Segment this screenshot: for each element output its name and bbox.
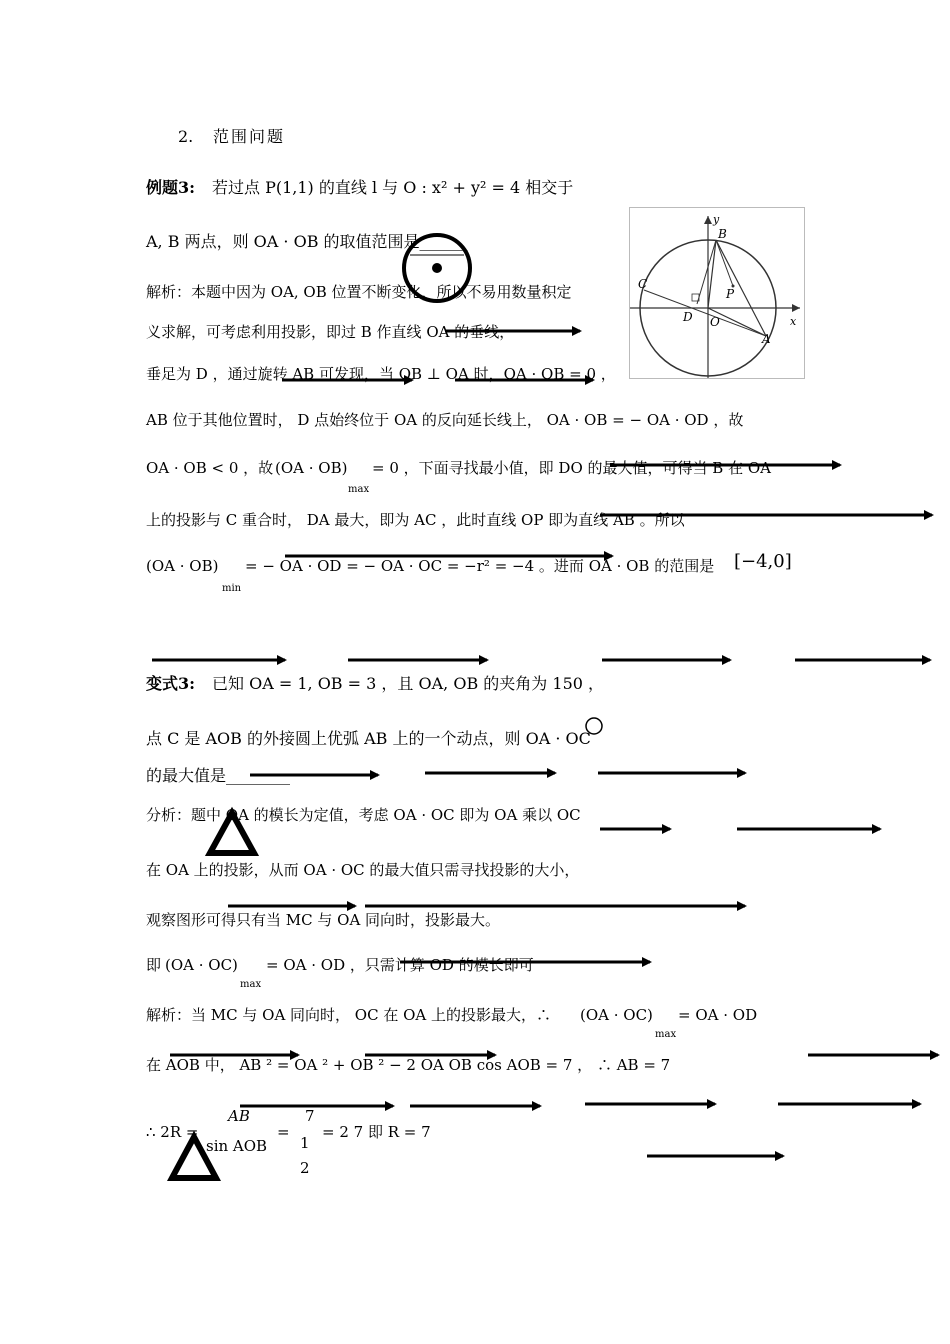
equals-sign: = bbox=[277, 1123, 290, 1141]
small-circle-icon bbox=[586, 718, 602, 734]
section-title: 范围问题 bbox=[213, 127, 286, 146]
solution-line-6: 上的投影与 C 重合时， DA 最大，即为 AC ，此时直线 OP 即为直线 AB 。所以 bbox=[146, 511, 685, 529]
fraction2-denominator: 2 bbox=[300, 1159, 310, 1177]
fig-label-b: B bbox=[718, 227, 727, 241]
subscript-max-1: max bbox=[348, 484, 370, 495]
solution-line-7b: = − OA · OD = − OA · OC = −r² = −4 。进而 OA · OB 的范围是 bbox=[245, 557, 715, 575]
analysis-line-1: 分析：题中 OA 的模长为定值，考虑 OA · OC 即为 OA 乘以 OC bbox=[146, 806, 581, 824]
analysis-line-4b: (OA · OC) bbox=[165, 956, 238, 974]
fraction2-middle: 1 bbox=[300, 1134, 310, 1152]
solution-range: [−4,0] bbox=[734, 551, 792, 572]
analysis-line-3: 观察图形可得只有当 MC 与 OA 同向时，投影最大。 bbox=[146, 911, 501, 929]
solution-line-2: 义求解，可考虑利用投影，即过 B 作直线 OA 的垂线， bbox=[146, 323, 515, 341]
example-line-1: 若过点 P(1,1) 的直线 l 与 O : x² + y² = 4 相交于 bbox=[212, 178, 574, 197]
variant-line-2: 点 C 是 AOB 的外接圆上优弧 AB 上的一个动点，则 OA · OC bbox=[146, 729, 591, 748]
fig-label-c: C bbox=[638, 277, 648, 291]
subscript-min: min bbox=[222, 583, 242, 594]
fraction-numerator: AB bbox=[228, 1107, 250, 1125]
analysis-line-4c: = OA · OD ，只需计算 OD 的模长即可 bbox=[266, 956, 534, 974]
example-label: 例题3: bbox=[146, 178, 196, 197]
subscript-max-3: max bbox=[655, 1029, 677, 1040]
solution2-line-1c: = OA · OD bbox=[678, 1006, 758, 1024]
solution2-line-2: 在 AOB 中， AB ² = OA ² + OB ² − 2 OA OB cos AOB = 7 ， ∴ AB = 7 bbox=[146, 1056, 671, 1074]
solution2-result: = 2 7 即 R = 7 bbox=[322, 1123, 431, 1141]
solution-line-3: 垂足为 D ，通过旋转 AB 可发现，当 OB ⊥ OA 时，OA · OB = 0 ， bbox=[146, 365, 616, 383]
section-number: 2. bbox=[178, 127, 194, 146]
variant-label: 变式3: bbox=[146, 674, 196, 693]
variant-line-3: 的最大值是________ bbox=[146, 766, 291, 785]
fraction2-numerator: 7 bbox=[305, 1107, 315, 1125]
triangle-icon bbox=[172, 1137, 216, 1178]
solution-line-4: AB 位于其他位置时， D 点始终位于 OA 的反向延长线上， OA · OB = − OA · OD ，故 bbox=[146, 411, 744, 429]
solution-line-5a: OA · OB < 0 ，故 bbox=[146, 459, 274, 477]
fig-label-p: P bbox=[726, 287, 735, 301]
solution2-line-1b: (OA · OC) bbox=[580, 1006, 653, 1024]
analysis-line-2: 在 OA 上的投影，从而 OA · OC 的最大值只需寻找投影的大小， bbox=[146, 861, 580, 879]
fraction-denominator: sin AOB bbox=[206, 1137, 268, 1155]
solution2-line-3a: ∴ 2R = bbox=[146, 1123, 199, 1141]
variant-line-1: 已知 OA = 1, OB = 3 ，且 OA, OB 的夹角为 150 ， bbox=[212, 674, 605, 693]
solution-line-1: 解析：本题中因为 OA, OB 位置不断变化，所以不易用数量积定 bbox=[146, 283, 572, 301]
analysis-line-4a: 即 bbox=[146, 956, 162, 974]
fig-label-x: x bbox=[790, 315, 797, 328]
fig-label-a: A bbox=[762, 332, 771, 346]
example-line-2: A, B 两点，则 OA · OB 的取值范围是______ bbox=[146, 232, 468, 251]
triangle-icon bbox=[210, 813, 254, 853]
fig-label-d: D bbox=[683, 310, 693, 324]
fig-label-o: O bbox=[710, 315, 720, 329]
fig-label-y: y bbox=[713, 213, 720, 226]
circle-center-dot bbox=[432, 263, 442, 273]
subscript-max-2: max bbox=[240, 979, 262, 990]
solution-line-7a: (OA · OB) bbox=[146, 557, 219, 575]
solution2-line-1a: 解析：当 MC 与 OA 同向时， OC 在 OA 上的投影最大，∴ bbox=[146, 1006, 552, 1024]
solution-line-5b: (OA · OB) bbox=[275, 459, 348, 477]
solution-line-5c: = 0 ，下面寻找最小值，即 DO 的最大值，可得当 B 在 OA bbox=[372, 459, 771, 477]
